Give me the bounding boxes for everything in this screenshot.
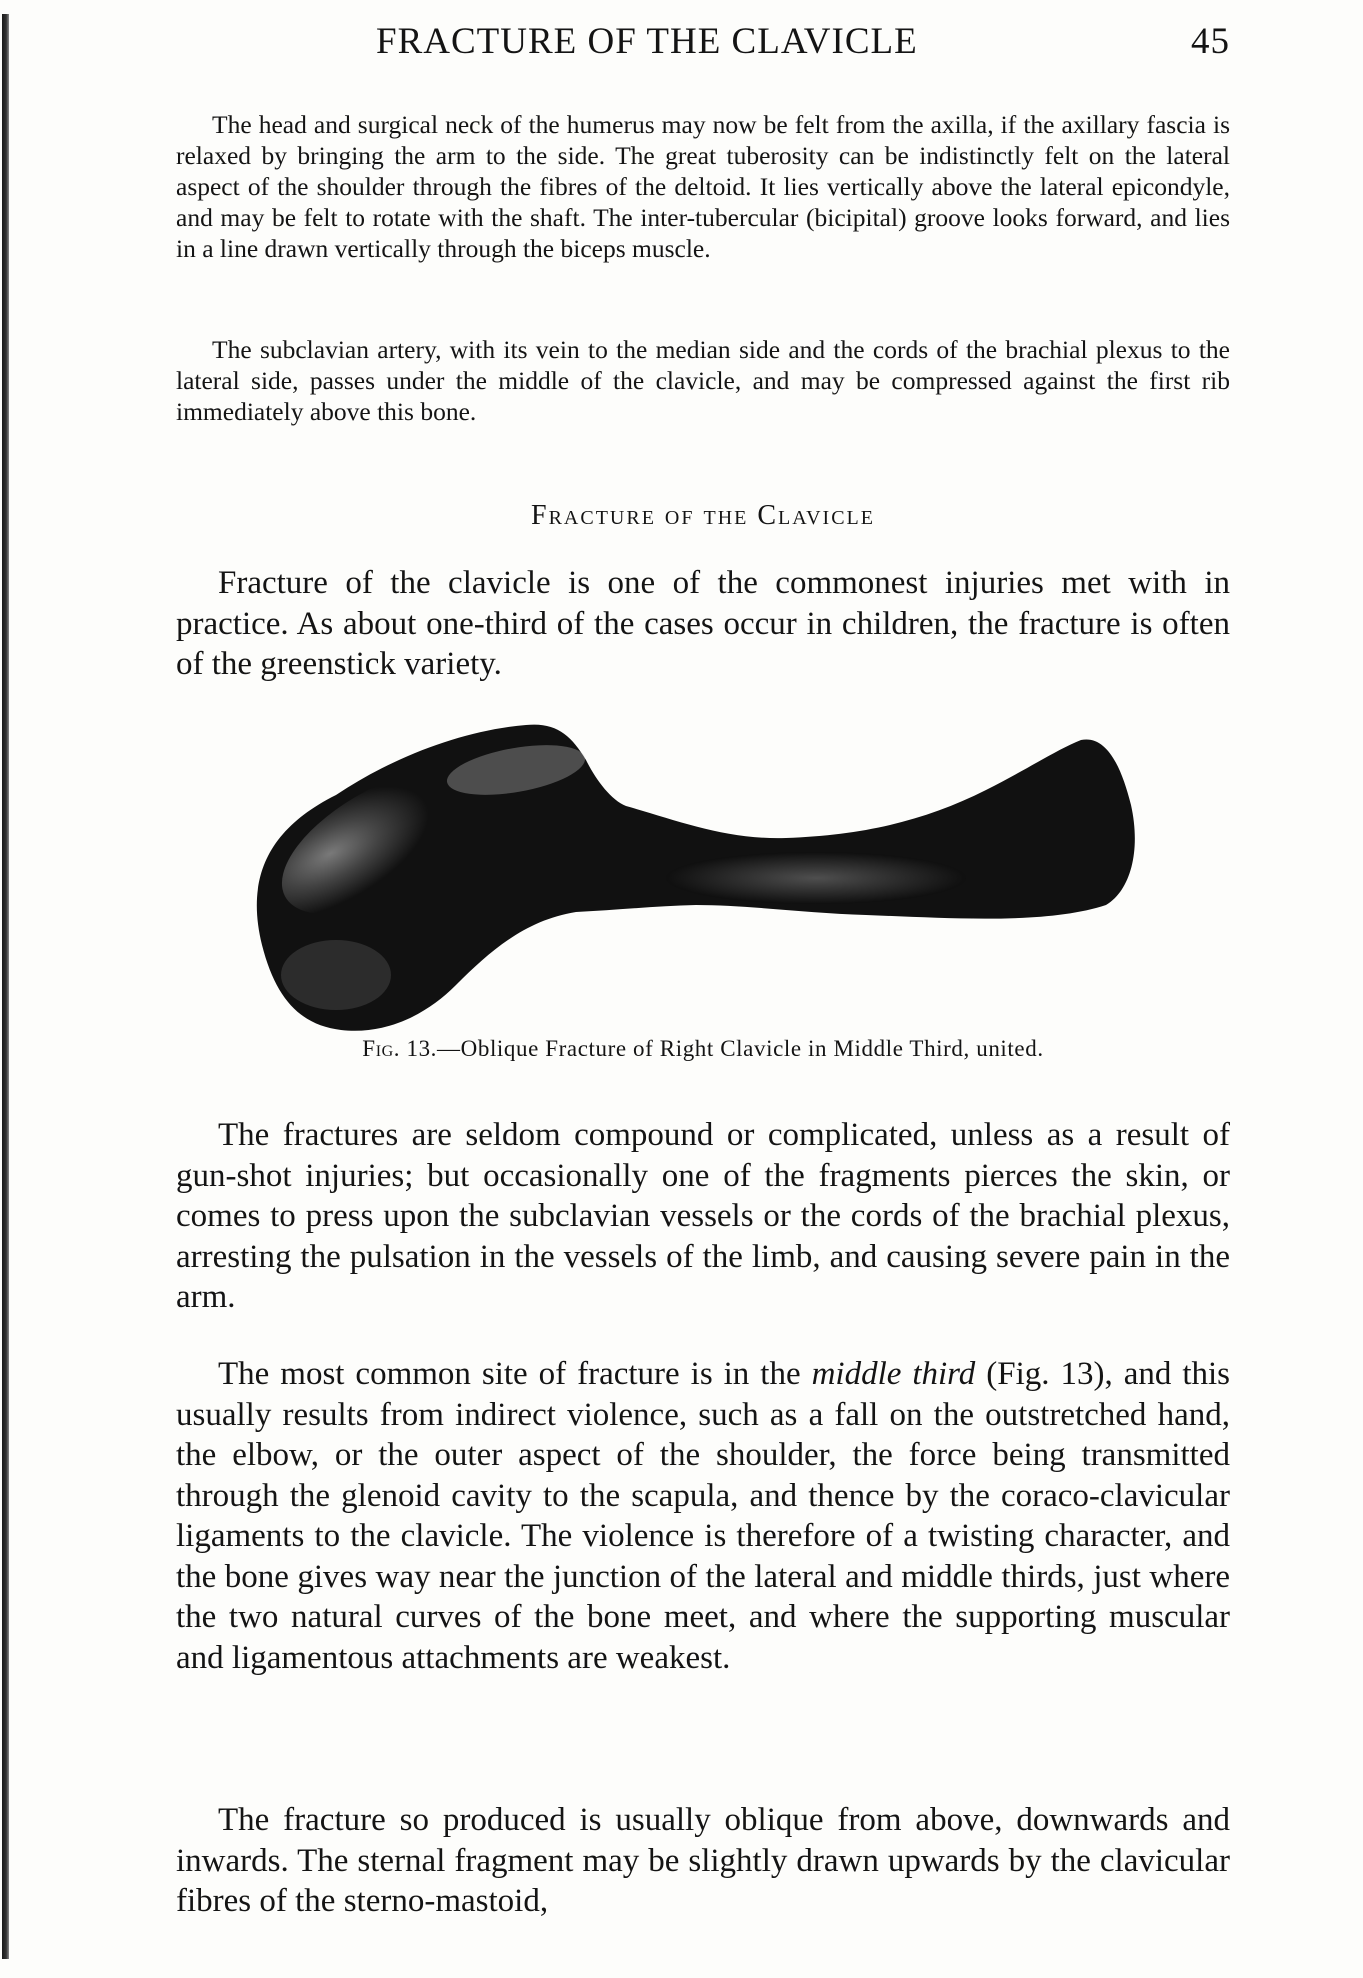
paragraph-compound [176, 1115, 1230, 1318]
figure-13 [176, 710, 1230, 1060]
figure-caption [176, 1036, 1230, 1062]
section-heading: Fracture of the Clavicle [531, 500, 875, 531]
paragraph-humerus [176, 109, 1230, 264]
running-header [176, 14, 1230, 64]
paragraph-text: The subclavian artery, with its vein to the median side and the cords of the brachial plexus to the lateral side, passes under the middle of the clavicle, and may be compressed against the first rib immediately above this bone. [176, 335, 1230, 426]
paragraph-text: The fractures are seldom compound or complicated, unless as a result of gun-shot injuries; but occasionally one of the fragments pierces the skin, or comes to press upon the subclavian vessels or the cords of the brachial plexus, arresting the pulsation in the vessels of the limb, and causing severe pain in the arm. [176, 1117, 1230, 1315]
figure-caption-text: —Oblique Fracture of Right Clavicle in Middle Third, united. [437, 1036, 1044, 1061]
book-spine-edge [2, 14, 9, 1959]
paragraph-text-start: The most common site of fracture is in the [218, 1356, 812, 1392]
paragraph-intro [176, 563, 1230, 685]
paragraph-oblique [176, 1800, 1230, 1922]
paragraph-text: The fracture so produced is usually oblique from above, downwards and inwards. The sternal fragment may be slightly drawn upwards by the clavicular fibres of the sterno-mastoid, [176, 1802, 1230, 1919]
page-number: 45 [1191, 21, 1230, 62]
paragraph-text: Fracture of the clavicle is one of the commonest injuries met with in practice. As about one-third of the cases occur in children, the fracture is often of the greenstick variety. [176, 565, 1230, 682]
figure-label: Fig. 13. [362, 1036, 438, 1061]
paragraph-text: The head and surgical neck of the humerus may now be felt from the axilla, if the axillary fascia is relaxed by bringing the arm to the side. The great tuberosity can be indistinctly felt on the lateral aspect of the shoulder through the fibres of the deltoid. It lies vertically above the lateral epicondyle, and may be felt to rotate with the shaft. The inter-tubercular (bicipital) groove looks forward, and lies in a line drawn vertically through the biceps muscle. [176, 110, 1230, 263]
paragraph-subclavian [176, 334, 1230, 427]
paragraph-text [176, 1354, 1230, 1678]
emphasis-middle-third: middle third [811, 1356, 976, 1392]
paragraph-site [176, 1354, 1230, 1678]
clavicle-bone-image [226, 710, 1186, 1040]
running-title: FRACTURE OF THE CLAVICLE [376, 21, 918, 62]
paragraph-text-end: (Fig. 13), and this usually results from indirect violence, such as a fall on the outstretched hand, the elbow, or the outer aspect of the shoulder, the force being transmitted through the glenoid cavity to the scapula, and thence by the coraco-clavicular ligaments to the clavicle. The violence is therefore of a twisting character, and the bone gives way near the junction of the lateral and middle thirds, just where the two natural curves of the bone meet, and where the supporting muscular and ligamentous attachments are weakest. [176, 1356, 1231, 1676]
